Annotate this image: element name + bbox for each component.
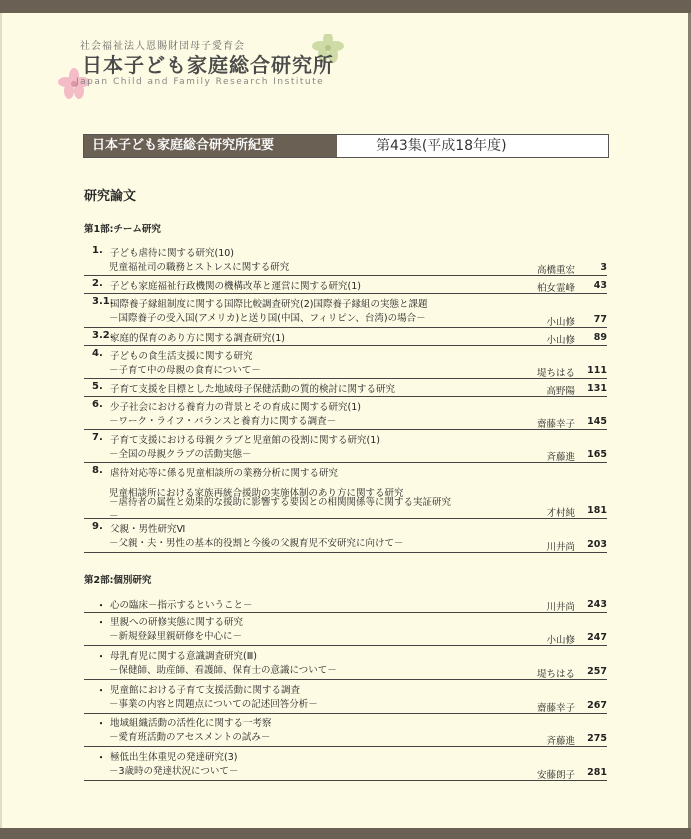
toc-entry xyxy=(84,348,607,379)
entry-author: 斉藤進 xyxy=(546,452,575,463)
entry-page-number[interactable]: 165 xyxy=(587,449,607,460)
logo-institute-name: 日本子ども家庭総合研究所 xyxy=(82,53,334,77)
left-border xyxy=(0,13,2,828)
entry-title-line: －事業の内容と問題点についての記述回答分析－ xyxy=(109,698,318,710)
entry-author: 川井尚 xyxy=(546,542,575,553)
entry-title-line: －全国の母親クラブの活動実態－ xyxy=(109,448,252,460)
entry-title-line: 家庭的保育のあり方に関する調査研究(1) xyxy=(110,333,285,344)
entry-page-number[interactable]: 3 xyxy=(600,262,607,273)
entry-title-line: －虐待者の属性と効果的な援助に影響する要因との相関関係等に関する実証研究 xyxy=(109,497,452,508)
entry-page-number[interactable]: 275 xyxy=(587,733,607,744)
institute-logo xyxy=(56,34,356,104)
toc-entry xyxy=(84,399,607,430)
part-2-label: 第2部:個別研究 xyxy=(84,575,152,586)
entry-title-line: 児童相談所における家族再統合援助の実施体制のあり方に関する研究 xyxy=(109,487,404,499)
toc-entry xyxy=(84,749,607,781)
entry-author: 高橋重宏 xyxy=(536,265,575,276)
entry-page-number[interactable]: 111 xyxy=(587,365,607,376)
entry-title-line: 子どもの食生活支援に関する研究 xyxy=(110,351,253,362)
entry-title-line: －父親・夫・男性の基本的役割と今後の父親育児不安研究に向けて－ xyxy=(109,537,404,549)
toc-entry xyxy=(84,648,607,680)
entry-title-line: －新規登録里親研修を中心に－ xyxy=(109,630,243,642)
entry-number: ・ xyxy=(96,652,106,663)
entry-author: 小山修 xyxy=(546,335,575,346)
entry-number: 3.2. xyxy=(92,330,114,341)
entry-author: 堤ちはる xyxy=(536,368,575,379)
toc-entry xyxy=(84,465,607,522)
toc-entry xyxy=(84,614,607,646)
entry-page-number[interactable]: 267 xyxy=(587,700,607,711)
part-1-label: 第1部:チーム研究 xyxy=(84,224,161,235)
entry-number: 2. xyxy=(92,278,103,289)
toc-entry xyxy=(84,245,607,276)
entry-number: 7. xyxy=(92,432,103,443)
entry-title-line: 心の臨床－指示するということ－ xyxy=(110,600,253,611)
logo-org-name: 社会福祉法人恩賜財団母子愛育会 xyxy=(80,41,245,52)
entry-author: 小山修 xyxy=(546,635,575,646)
entry-number: ・ xyxy=(96,753,106,764)
journal-header xyxy=(83,134,609,158)
entry-page-number[interactable]: 145 xyxy=(587,416,607,427)
entry-title-line: 子ども虐待に関する研究(10) xyxy=(110,248,235,259)
entry-page-number[interactable]: 247 xyxy=(587,632,607,643)
entry-author: 安藤朗子 xyxy=(536,770,575,781)
entry-number: ・ xyxy=(96,618,106,629)
volume-label: 第43集(平成18年度) xyxy=(376,138,507,154)
entry-page-number[interactable]: 203 xyxy=(587,539,607,550)
entry-page-number[interactable]: 257 xyxy=(587,666,607,677)
entry-author: 斉藤進 xyxy=(546,736,575,747)
entry-title-line: 極低出生体重児の発達研究(3) xyxy=(110,752,238,763)
toc-entry xyxy=(84,381,607,397)
entry-author: 川井尚 xyxy=(546,602,575,613)
toc-entry xyxy=(84,330,607,346)
entry-title-line: 少子社会における養育力の背景とその育成に関する研究(1) xyxy=(110,402,361,413)
entry-number: 8. xyxy=(92,465,103,476)
entry-page-number[interactable]: 243 xyxy=(587,599,607,610)
entry-author: 齋藤幸子 xyxy=(536,703,575,714)
entry-author: 堤ちはる xyxy=(536,669,575,680)
journal-title: 日本子ども家庭総合研究所紀要 xyxy=(84,135,337,157)
entry-title-line: 子育て支援における母親クラブと児童館の役割に関する研究(1) xyxy=(110,435,380,446)
entry-title-line: －子育て中の母親の食育について－ xyxy=(109,364,261,376)
entry-title-line: 児童福祉司の職務とストレスに関する研究 xyxy=(109,261,290,273)
entry-page-number[interactable]: 281 xyxy=(587,767,607,778)
toc-entry xyxy=(84,521,607,553)
entry-title-line: 子ども家庭福祉行政機関の機構改革と運営に関する研究(1) xyxy=(110,281,361,292)
entry-number: ・ xyxy=(96,601,106,612)
bottom-bar xyxy=(0,828,691,839)
entry-number: 5. xyxy=(92,381,103,392)
entry-title-line: －保健師、助産師、看護師、保育士の意識について－ xyxy=(109,664,337,676)
entry-title-line: 父親・男性研究Ⅵ xyxy=(110,524,186,535)
entry-number: 1. xyxy=(92,245,103,256)
entry-number: ・ xyxy=(96,719,106,730)
entry-author: 齋藤幸子 xyxy=(536,419,575,430)
entry-title-line: －国際養子の受入国(アメリカ)と送り国(中国、フィリピン、台湾)の場合－ xyxy=(109,312,426,324)
entry-page-number[interactable]: 181 xyxy=(587,505,607,516)
entry-page-number[interactable]: 77 xyxy=(593,314,607,325)
entry-title-line: －ワーク・ライフ・バランスと養育力に関する調査－ xyxy=(109,415,337,427)
toc-entry xyxy=(84,597,607,613)
entry-page-number[interactable]: 89 xyxy=(593,332,607,343)
toc-entry xyxy=(84,296,607,328)
top-bar xyxy=(0,0,691,13)
entry-number: 4. xyxy=(92,348,103,359)
toc-entry xyxy=(84,715,607,747)
entry-author: 小山修 xyxy=(546,317,575,328)
toc-entry xyxy=(84,682,607,714)
entry-title-line: 子育て支援を目標とした地域母子保健活動の質的検討に関する研究 xyxy=(110,384,396,395)
entry-page-number[interactable]: 43 xyxy=(593,280,607,291)
toc-entry xyxy=(84,432,607,463)
entry-title-line: 地域組織活動の活性化に関する一考察 xyxy=(110,718,272,729)
entry-title-line: 国際養子縁組制度に関する国際比較調査研究(2)国際養子縁組の実態と課題 xyxy=(110,299,428,310)
entry-title-line: 母乳育児に関する意識調査研究(Ⅲ) xyxy=(110,651,257,662)
entry-title-line: － xyxy=(109,510,119,522)
entry-author: 柏女霊峰 xyxy=(536,283,575,294)
entry-title-line: 里親への研修実態に関する研究 xyxy=(110,617,244,628)
entry-number: ・ xyxy=(96,686,106,697)
entry-number: 9. xyxy=(92,521,103,532)
entry-author: 才村純 xyxy=(546,508,575,519)
entry-title-line: 児童館における子育て支援活動に関する調査 xyxy=(110,685,301,696)
entry-number: 6. xyxy=(92,399,103,410)
entry-title-line: －愛育班活動のアセスメントの試み－ xyxy=(109,731,271,743)
entry-title-line: －3歳時の発達状況について－ xyxy=(109,765,239,777)
section-heading: 研究論文 xyxy=(84,189,137,204)
entry-title-line: 虐待対応等に係る児童相談所の業務分析に関する研究 xyxy=(110,468,339,479)
entry-author: 高野陽 xyxy=(546,386,575,397)
toc-entry xyxy=(84,278,607,294)
entry-number: 3.1. xyxy=(92,296,114,307)
logo-english-name: Japan Child and Family Research Institute xyxy=(76,77,325,87)
entry-page-number[interactable]: 131 xyxy=(587,383,607,394)
